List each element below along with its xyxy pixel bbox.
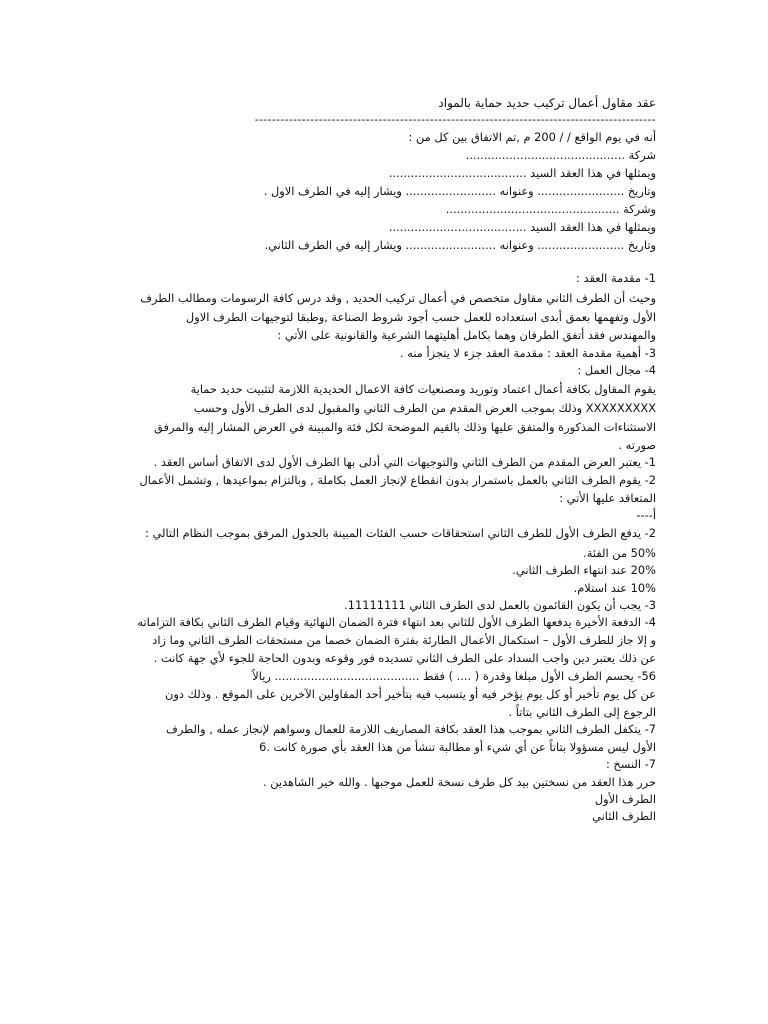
preamble-paragraph-line: الأول وتفهمها بعمق أبدى استعداده للعمل حسب أجود شروط الصناعة ,وطبقا لتوجيهات الطرف الاول	[185, 310, 656, 324]
scope-paragraph-line: XXXXXXXXX وذلك بموجب العرض المقدم من الطرف الثاني والمقبول لدى الطرف الأول وحسب	[193, 401, 656, 415]
first-party-company: شركة ............................................	[465, 148, 656, 162]
scope-paragraph-line: صورته .	[618, 438, 656, 452]
first-party-representative: ويمثلها في هذا العقد السيد ......................................	[388, 166, 656, 180]
scope-paragraph-line: يقوم المقاول بكافة أعمال اعتماد وتوريد ومصنعيات كافة الاعمال الحديدية اللازمة لتثبيت حديد حماية	[190, 382, 656, 396]
clause-offer-basis: 1- يعتبر العرض المقدم من الطرف الثاني والتوجيهات التي أدلى بها الطرف الأول لدى الاتفاق أساس العقد .	[153, 455, 656, 469]
payment-installment: 10% عند استلام.	[573, 581, 656, 595]
second-party-company: وشركة ................................................	[445, 202, 656, 216]
clause-delay-penalty: الرجوع إلى الطرف الثاني بتاتاً .	[508, 705, 656, 719]
signature-second-party: الطرف الثاني	[592, 809, 656, 823]
second-party-details: وتاريخ ........................ وعنوانه ......................... ويشار إليه في الطرف الثاني.	[264, 238, 656, 252]
clause-continuous-work: المتعاقد عليها الأتي :	[559, 491, 656, 505]
section-scope-heading: 4- مجال العمل :	[577, 363, 656, 377]
clause-final-payment: و إلا جاز للطرف الأول – استكمال الأعمال الطارئة بفترة الضمان خصما من مستحقات الطرف الثاني وما زاد	[152, 633, 656, 647]
scope-paragraph-line: الاستثناءات المذكورة والمتفق عليها وذلك بالقيم الموضحة لكل فئة والمبينة في العرض المشار إليه والمرفق	[154, 420, 656, 434]
section-contract-preamble-heading: 1- مقدمة العقد :	[576, 271, 656, 285]
clause-item-placeholder: أ----	[636, 508, 656, 522]
clause-payment-terms: 2- يدفع الطرف الأول للطرف الثاني استحقاقات حسب الفئات المبينة بالجدول المرفق بموجب النظام التالي :	[145, 526, 656, 540]
clause-expenses: الأول ليس مسؤولا بتاتاً عن أي شيء أو مطالبة تنشأ من هذا العقد بأي صورة كانت .6	[259, 740, 656, 754]
clause-expenses: 7- يتكفل الطرف الثاني بموجب هذا العقد بكافة المصاريف اللازمة للعمال وسواهم لإنجاز عمله , والطرف	[166, 722, 656, 736]
title-separator: ----------------------------------------------------------------------------------------------	[254, 113, 656, 126]
preamble-paragraph-line: وحيث أن الطرف الثاني مقاول متخصص في أعمال تركيب الحديد , وقد درس كافة الرسومات ومطالب الطرف	[140, 291, 656, 305]
payment-installment: 50% من الفئة.	[583, 546, 656, 560]
clause-continuous-work: 2- يقوم الطرف الثاني بالعمل باستمرار بدون انقطاع لإنجاز العمل بكاملة , وبالتزام بمواعيدها , وتشمل الأعمال	[139, 473, 656, 487]
document-title: عقد مقاول أعمال تركيب حديد حماية بالمواد	[438, 96, 656, 110]
first-party-details: وتاريخ ........................ وعنوانه ......................... ويشار إليه في الطرف الاول .	[263, 184, 656, 198]
preamble-importance-clause: 3- أهمية مقدمة العقد : مقدمة العقد جزء لا يتجزأ منه .	[399, 346, 656, 360]
payment-installment: 20% عند انتهاء الطرف الثاني.	[512, 563, 656, 577]
clause-delay-penalty: 56- يحسم الطرف الأول مبلغا وقدرة ( .... ) فقط ........................................ ريالاً	[252, 669, 656, 683]
second-party-representative: ويمثلها في هذا العقد السيد ......................................	[388, 220, 656, 234]
section-copies-heading: 7- النسخ :	[605, 757, 656, 771]
clause-delay-penalty: عن كل يوم تأخير أو كل يوم يؤخر فيه أو يتسبب فيه بتأخير أحد المقاولين الآخرين على الموقع . وذلك دون	[165, 687, 656, 701]
signature-first-party: الطرف الأول	[594, 792, 656, 806]
clause-final-payment: 4- الدفعة الأخيرة يدفعها الطرف الأول للثاني بعد انتهاء فترة الضمان النهائية وقيام الطرف الثاني بكافة التزاماته	[137, 615, 656, 629]
copies-paragraph: حرر هذا العقد من نسختين بيد كل طرف نسخة للعمل موجبها . والله خير الشاهدين .	[263, 775, 656, 789]
preamble-paragraph-line: والمهندس فقد أتفق الطرفان وهما بكامل أهليتهما الشرعية والقانونية على الأتي :	[277, 328, 656, 342]
clause-final-payment: عن ذلك يعتبر دين واجب السداد على الطرف الثاني تسديده فور وقوعه وبدون الحاجة للجوء لأي جهة كانت .	[153, 651, 656, 665]
clause-workers: 3- يجب أن يكون القائمون بالعمل لدى الطرف الثاني 11111111.	[344, 598, 656, 612]
agreement-intro: أنه في يوم الواقع / / 200 م ,تم الاتفاق بين كل من :	[408, 130, 656, 144]
